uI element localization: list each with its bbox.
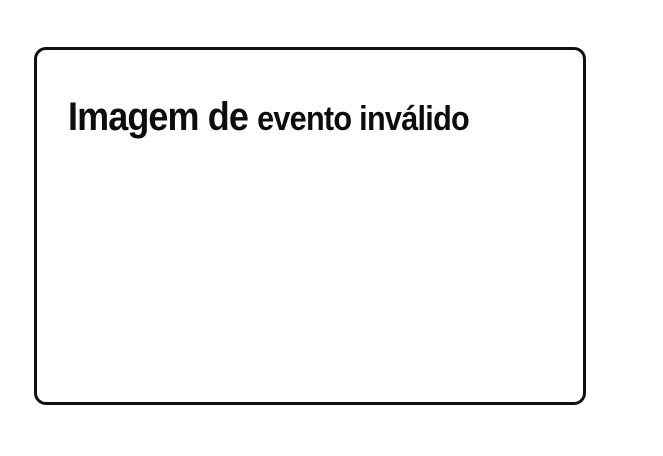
invalid-event-image-message bbox=[68, 92, 469, 144]
message-part-imagem-de: Imagem de bbox=[68, 95, 258, 139]
message-part-evento-invalido: evento inválido bbox=[257, 100, 470, 138]
